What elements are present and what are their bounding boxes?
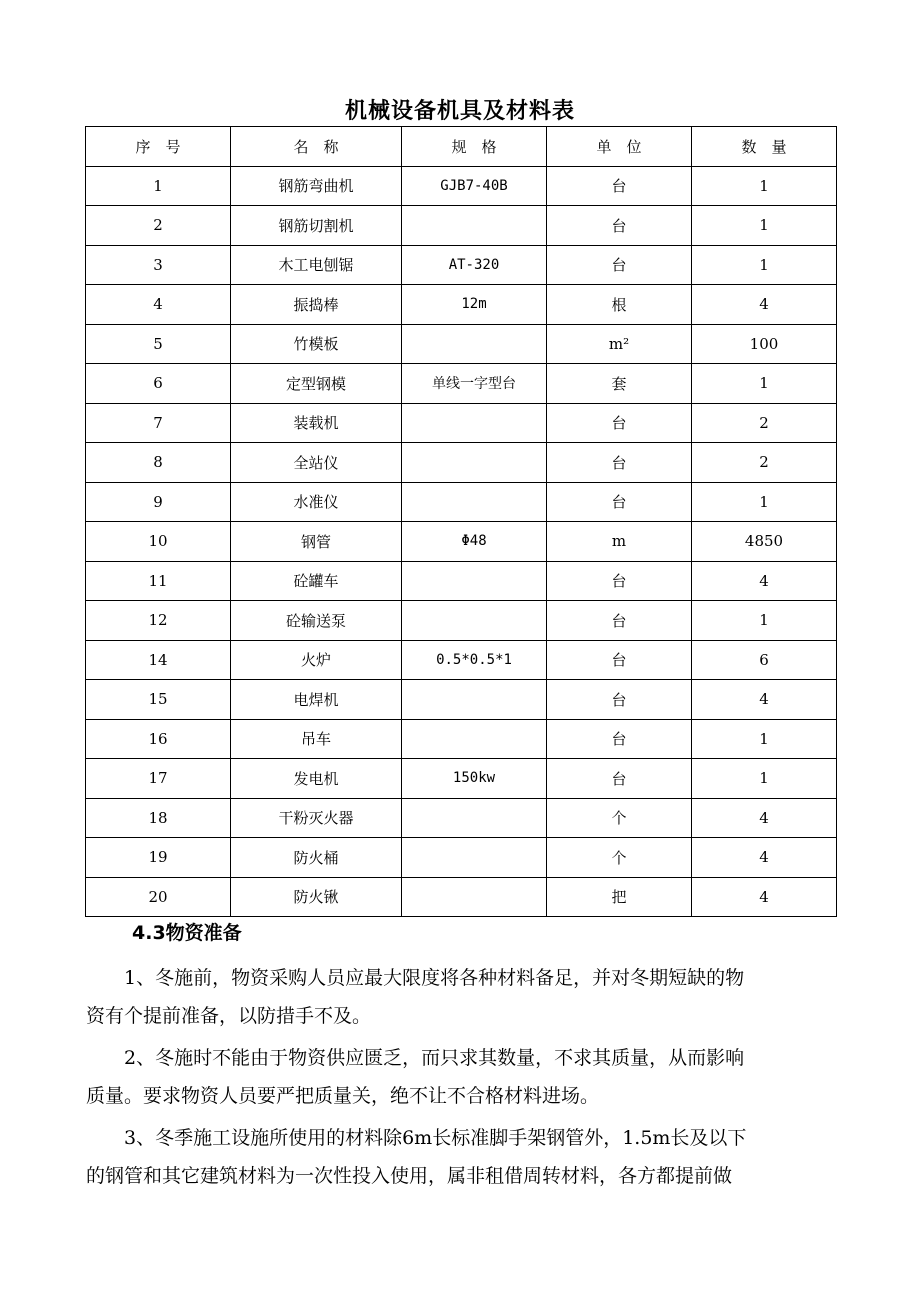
table-row [86,403,837,443]
cell-quantity: 4 [692,680,837,720]
paragraph-3-line-1: 3、冬季施工设施所使用的材料除6m长标准脚手架钢管外，1.5m长及以下 [124,1127,747,1149]
cell-quantity: 4 [692,285,837,325]
cell-unit: 台 [547,759,692,799]
cell-quantity: 6 [692,640,837,680]
paragraph-1 [86,959,832,1035]
table-row [86,640,837,680]
header-quantity: 数 量 [692,127,837,167]
cell-unit: 台 [547,640,692,680]
header-unit: 单 位 [547,127,692,167]
cell-name: 砼输送泵 [231,601,402,641]
cell-index: 20 [86,877,231,917]
table-row [86,443,837,483]
cell-spec [402,877,547,917]
cell-name: 干粉灭火器 [231,798,402,838]
cell-quantity: 1 [692,364,837,404]
cell-name: 钢筋切割机 [231,206,402,246]
header-name: 名 称 [231,127,402,167]
section-heading: 4.3物资准备 [132,922,242,944]
table-body [86,166,837,917]
table-row [86,838,837,878]
cell-index: 16 [86,719,231,759]
cell-unit: m [547,522,692,562]
cell-quantity: 1 [692,601,837,641]
table-row [86,206,837,246]
cell-index: 7 [86,403,231,443]
paragraph-2 [86,1039,832,1115]
cell-name: 水准仪 [231,482,402,522]
cell-quantity: 1 [692,482,837,522]
cell-quantity: 100 [692,324,837,364]
paragraph-2-line-1: 2、冬施时不能由于物资供应匮乏，而只求其数量，不求其质量，从而影响 [124,1047,745,1069]
table-row [86,680,837,720]
cell-name: 振捣棒 [231,285,402,325]
cell-unit: 台 [547,561,692,601]
cell-unit: 个 [547,798,692,838]
cell-index: 3 [86,245,231,285]
cell-quantity: 4 [692,561,837,601]
cell-index: 2 [86,206,231,246]
cell-spec [402,719,547,759]
cell-spec [402,561,547,601]
cell-index: 1 [86,166,231,206]
cell-name: 定型钢模 [231,364,402,404]
cell-name: 钢管 [231,522,402,562]
cell-unit: 台 [547,719,692,759]
cell-index: 4 [86,285,231,325]
cell-name: 竹模板 [231,324,402,364]
table-row [86,522,837,562]
table-row [86,166,837,206]
cell-name: 装载机 [231,403,402,443]
cell-quantity: 2 [692,443,837,483]
paragraph-3 [86,1119,832,1195]
header-index: 序 号 [86,127,231,167]
table-row [86,561,837,601]
cell-quantity: 4 [692,877,837,917]
cell-quantity: 1 [692,206,837,246]
cell-spec [402,798,547,838]
cell-index: 5 [86,324,231,364]
cell-quantity: 1 [692,166,837,206]
cell-name: 钢筋弯曲机 [231,166,402,206]
cell-name: 木工电刨锯 [231,245,402,285]
cell-spec [402,680,547,720]
cell-name: 吊车 [231,719,402,759]
cell-unit: 把 [547,877,692,917]
cell-unit: 台 [547,601,692,641]
equipment-table [85,126,837,917]
cell-quantity: 2 [692,403,837,443]
table-row [86,759,837,799]
cell-unit: 台 [547,206,692,246]
cell-name: 砼罐车 [231,561,402,601]
cell-spec: Φ48 [402,522,547,562]
table-header-row [86,127,837,167]
table-row [86,719,837,759]
cell-index: 6 [86,364,231,404]
cell-quantity: 4 [692,838,837,878]
table-row [86,364,837,404]
cell-unit: 台 [547,482,692,522]
cell-index: 8 [86,443,231,483]
cell-unit: 套 [547,364,692,404]
cell-unit: 个 [547,838,692,878]
cell-name: 电焊机 [231,680,402,720]
paragraph-1-line-1: 1、冬施前，物资采购人员应最大限度将各种材料备足，并对冬期短缺的物 [124,967,745,989]
cell-name: 防火锹 [231,877,402,917]
table-row [86,285,837,325]
cell-spec: 单线一字型台 [402,364,547,404]
table-row [86,877,837,917]
cell-index: 9 [86,482,231,522]
cell-quantity: 1 [692,245,837,285]
cell-spec: GJB7-40B [402,166,547,206]
table-row [86,324,837,364]
cell-unit: 台 [547,245,692,285]
cell-spec [402,838,547,878]
cell-index: 15 [86,680,231,720]
cell-unit: 台 [547,443,692,483]
cell-name: 火炉 [231,640,402,680]
cell-spec: AT-320 [402,245,547,285]
cell-name: 全站仪 [231,443,402,483]
cell-unit: m² [547,324,692,364]
cell-spec [402,324,547,364]
cell-quantity: 4 [692,798,837,838]
cell-name: 防火桶 [231,838,402,878]
cell-unit: 台 [547,680,692,720]
table-row [86,482,837,522]
paragraph-3-line-2: 的钢管和其它建筑材料为一次性投入使用，属非租借周转材料，各方都提前做 [86,1165,733,1187]
table-row [86,798,837,838]
cell-unit: 根 [547,285,692,325]
cell-index: 11 [86,561,231,601]
table-title: 机械设备机具及材料表 [344,99,575,124]
cell-unit: 台 [547,166,692,206]
cell-index: 17 [86,759,231,799]
cell-spec: 0.5*0.5*1 [402,640,547,680]
cell-index: 10 [86,522,231,562]
cell-index: 12 [86,601,231,641]
cell-spec [402,206,547,246]
cell-spec [402,482,547,522]
paragraph-1-line-2: 资有个提前准备，以防措手不及。 [86,1005,372,1027]
cell-spec [402,403,547,443]
cell-spec: 150kw [402,759,547,799]
cell-quantity: 1 [692,719,837,759]
cell-index: 19 [86,838,231,878]
cell-spec: 12m [402,285,547,325]
cell-name: 发电机 [231,759,402,799]
cell-unit: 台 [547,403,692,443]
table-row [86,245,837,285]
cell-index: 14 [86,640,231,680]
paragraph-2-line-2: 质量。要求物资人员要严把质量关，绝不让不合格材料进场。 [86,1085,600,1107]
cell-spec [402,443,547,483]
cell-spec [402,601,547,641]
cell-index: 18 [86,798,231,838]
cell-quantity: 1 [692,759,837,799]
cell-quantity: 4850 [692,522,837,562]
table-row [86,601,837,641]
header-spec: 规 格 [402,127,547,167]
